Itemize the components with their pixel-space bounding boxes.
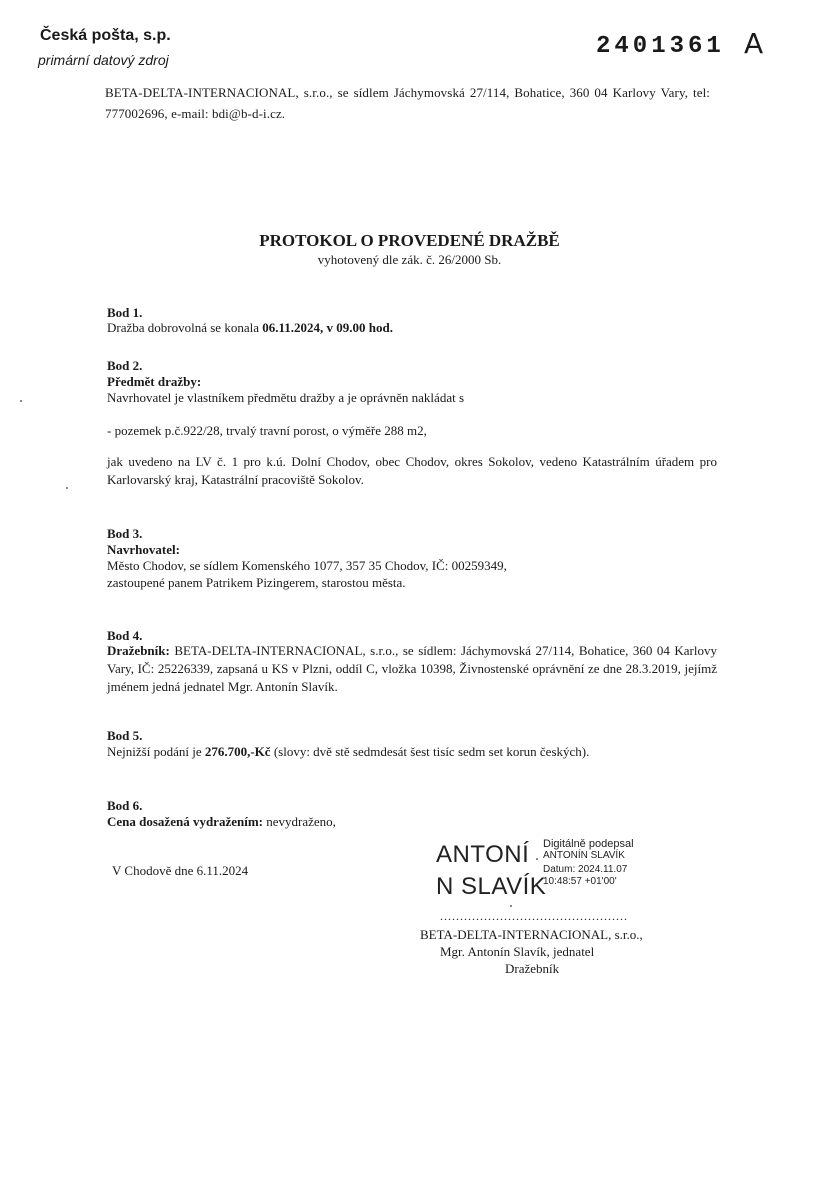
document-title: PROTOKOL O PROVEDENÉ DRAŽBĚ bbox=[259, 231, 560, 250]
bod4-heading: Bod 4. bbox=[107, 628, 143, 643]
bod1-heading: Bod 1. bbox=[107, 305, 143, 320]
document-subtitle: vyhotovený dle zák. č. 26/2000 Sb. bbox=[317, 252, 502, 267]
bod2-detail: jak uvedeno na LV č. 1 pro k.ú. Dolní Chodov, obec Chodov, okres Sokolov, vedeno Katastrálním úřadem pro Karlovarský kraj, Katastrální pracoviště Sokolov. bbox=[107, 454, 717, 487]
document-number: 2401361 bbox=[596, 33, 725, 60]
bod1-text-prefix: Dražba dobrovolná se konala bbox=[107, 320, 263, 335]
bod4-body: BETA-DELTA-INTERNACIONAL, s.r.o., se sídlem: Jáchymovská 27/114, Bohatice, 360 04 Karlovy Vary, IČ: 25226339, zapsaná u KS v Plzni, oddíl C, vložka 10398, Živnostenské oprávnění ze dne 28.3.2019, jejímž jménem jedná jednatel Mgr. Antonín Slavík. bbox=[107, 643, 717, 694]
scan-speck bbox=[536, 858, 538, 860]
signer-name: Mgr. Antonín Slavík, jednatel bbox=[440, 944, 595, 959]
scan-speck bbox=[20, 400, 22, 402]
bod6-text bbox=[107, 813, 336, 831]
bod4-label: Dražebník: bbox=[107, 643, 170, 658]
place-date: V Chodově dne 6.11.2024 bbox=[112, 863, 249, 878]
signer-role: Dražebník bbox=[505, 961, 560, 976]
signature-metadata bbox=[543, 838, 634, 888]
signer-company: BETA-DELTA-INTERNACIONAL, s.r.o., bbox=[420, 927, 643, 942]
auction-result: nevydraženo, bbox=[263, 814, 336, 829]
document-number-suffix: A bbox=[744, 27, 764, 60]
lowest-bid-amount: 276.700,-Kč bbox=[204, 744, 271, 759]
company-address: BETA-DELTA-INTERNACIONAL, s.r.o., se sídlem Jáchymovská 27/114, Bohatice, 360 04 Karlovy Vary, tel: 777002696, e-mail: bdi@b-d-i.cz. bbox=[105, 85, 710, 121]
bod1-text bbox=[107, 319, 393, 337]
scan-speck bbox=[510, 905, 512, 907]
bod5-prefix: Nejnižší podání je bbox=[107, 744, 205, 759]
bod5-heading: Bod 5. bbox=[107, 728, 143, 743]
bod5-suffix: (slovy: dvě stě sedmdesát šest tisíc sedm set korun českých). bbox=[270, 744, 590, 759]
bod6-label: Cena dosažená vydražením: bbox=[107, 814, 263, 829]
signature-line: ............................................... bbox=[440, 909, 628, 923]
signature-meta-time: 10:48:57 +01'00' bbox=[543, 876, 617, 887]
bod2-item: - pozemek p.č.922/28, trvalý travní porost, o výměře 288 m2, bbox=[107, 423, 427, 438]
bod3-line1: Město Chodov, se sídlem Komenského 1077, 357 35 Chodov, IČ: 00259349, bbox=[107, 558, 507, 573]
signature-meta-label: Digitálně podepsal bbox=[543, 838, 634, 850]
scan-speck bbox=[66, 487, 68, 489]
bod6-heading: Bod 6. bbox=[107, 798, 143, 813]
signature-meta-date: Datum: 2024.11.07 bbox=[543, 864, 628, 875]
signature-name-line1: ANTONÍ bbox=[436, 841, 530, 868]
bod2-subheading: Předmět dražby: bbox=[107, 374, 202, 389]
bod3-line2: zastoupené panem Patrikem Pizingerem, starostou města. bbox=[107, 575, 406, 590]
signature-name-line2: N SLAVÍK bbox=[436, 873, 547, 900]
issuer-name: Česká pošta, s.p. bbox=[40, 27, 171, 44]
bod2-intro: Navrhovatel je vlastníkem předmětu dražby a je oprávněn nakládat s bbox=[107, 390, 465, 405]
bod5-text bbox=[107, 743, 589, 761]
auction-datetime: 06.11.2024, v 09.00 hod. bbox=[262, 320, 393, 335]
bod4-text bbox=[107, 642, 717, 696]
bod2-heading: Bod 2. bbox=[107, 358, 143, 373]
bod3-heading: Bod 3. bbox=[107, 526, 143, 541]
issuer-source: primární datový zdroj bbox=[38, 52, 169, 68]
bod3-subheading: Navrhovatel: bbox=[107, 542, 180, 557]
signature-meta-signer: ANTONÍN SLAVÍK bbox=[543, 850, 625, 861]
